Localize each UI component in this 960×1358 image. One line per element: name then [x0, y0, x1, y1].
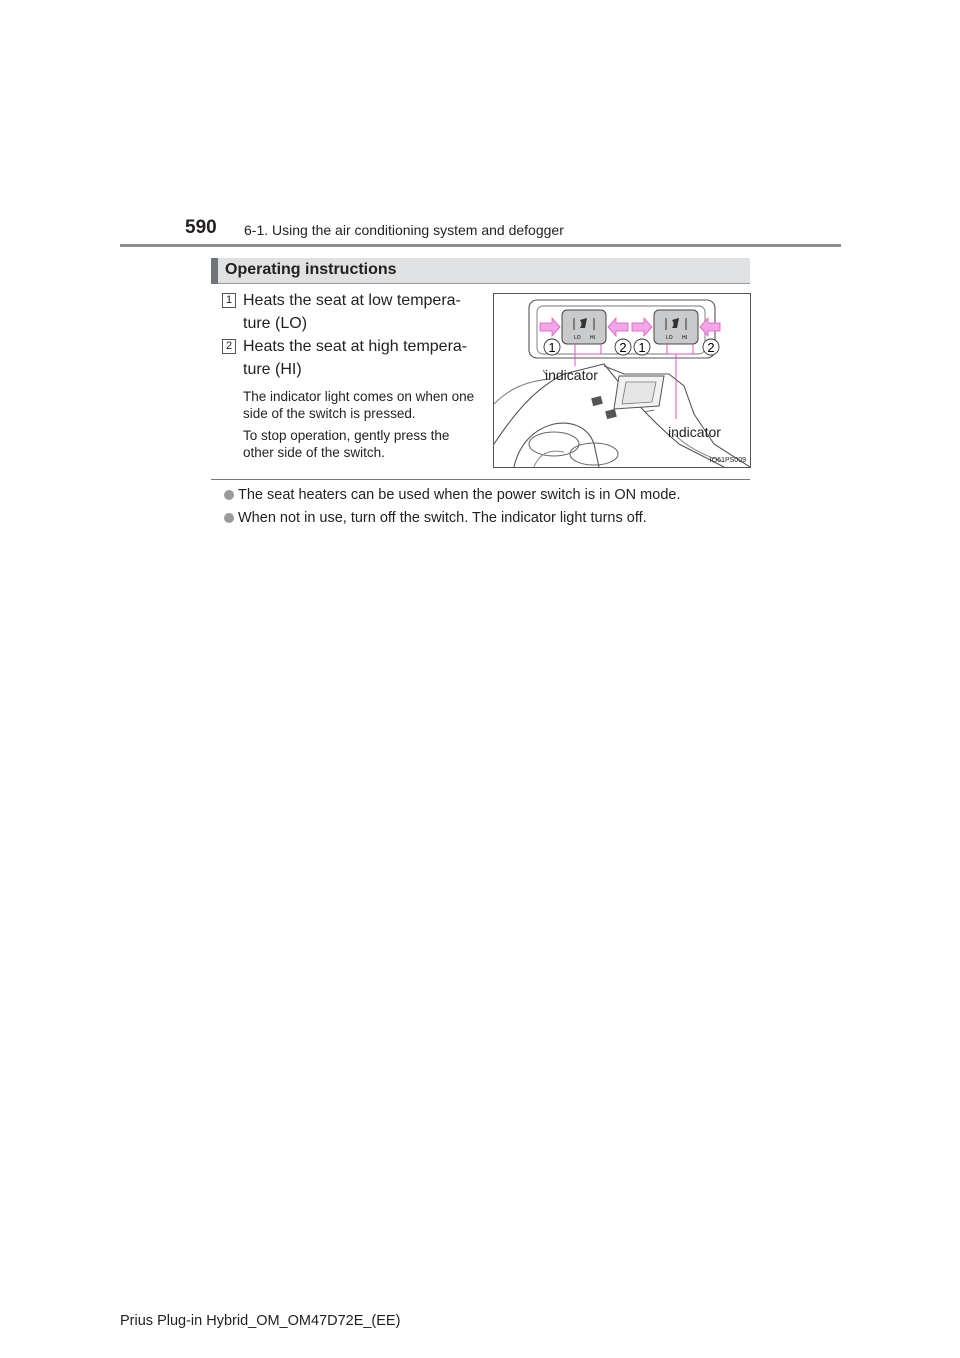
- switch-hi-label-right: HI: [682, 335, 687, 341]
- page-number: 590: [185, 217, 217, 238]
- bullet-item-1: [224, 486, 764, 504]
- bullet-dot-icon: [224, 513, 234, 523]
- step-2-text: Heats the seat at high tempera-ture (HI): [243, 338, 468, 378]
- switch-lo-label-left: LO: [574, 335, 581, 341]
- seat-heater-switch-figure: [493, 293, 751, 468]
- callout-1-left: 1: [548, 340, 556, 355]
- footer-document-id: Prius Plug-in Hybrid_OM_OM47D72E_(EE): [120, 1313, 401, 1329]
- console-illustration: [494, 294, 750, 467]
- bullet-dot-icon: [224, 490, 234, 500]
- bullet-1-text: The seat heaters can be used when the power switch is in ON mode.: [238, 487, 681, 503]
- switch-hi-label-left: HI: [590, 335, 595, 341]
- header-rule: [120, 244, 841, 247]
- note-stop-operation: To stop operation, gently press the other side of the switch.: [243, 428, 450, 460]
- figure-code: IO61PS009: [709, 457, 746, 464]
- bullet-item-2: [224, 509, 764, 527]
- heading-label: Operating instructions: [225, 261, 397, 278]
- callout-2-left: 2: [619, 340, 627, 355]
- section-title: 6-1. Using the air conditioning system and defogger: [244, 222, 564, 238]
- bullet-2-text: When not in use, turn off the switch. The indicator light turns off.: [238, 510, 647, 526]
- step-1-text: Heats the seat at low tempera-ture (LO): [243, 292, 461, 332]
- section-divider: [211, 479, 750, 480]
- indicator-label-right: indicator: [668, 424, 721, 440]
- callout-1-right: 1: [638, 340, 646, 355]
- switch-lo-label-right: LO: [666, 335, 673, 341]
- step-number-2: 2: [222, 339, 236, 354]
- indicator-label-left: indicator: [545, 367, 598, 383]
- heading-accent-bar: [211, 258, 218, 284]
- step-number-1: 1: [222, 293, 236, 308]
- note-indicator: The indicator light comes on when one side of the switch is pressed.: [243, 389, 475, 421]
- operating-instructions-heading: [211, 258, 750, 284]
- callout-2-right: 2: [707, 340, 715, 355]
